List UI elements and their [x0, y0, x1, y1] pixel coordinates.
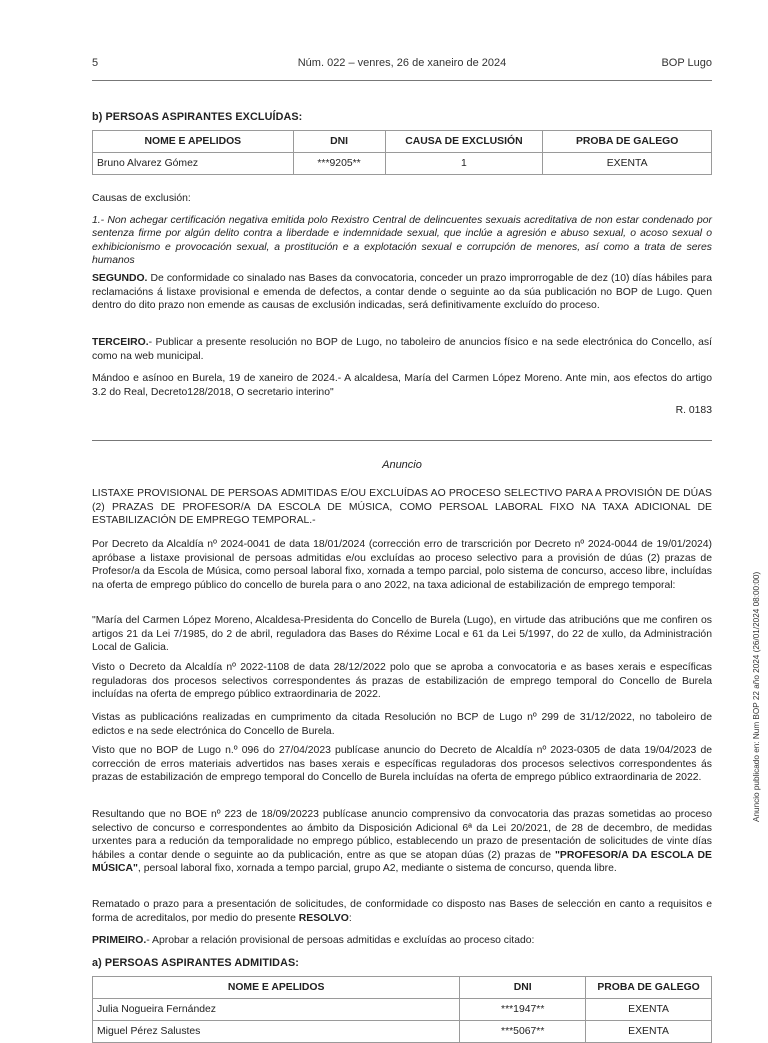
column-header: CAUSA DE EXCLUSIÓN	[385, 131, 543, 153]
table-cell: ***9205**	[293, 153, 385, 175]
segundo-paragraph	[92, 272, 712, 313]
table-header-row	[93, 977, 712, 999]
terceiro-paragraph	[92, 336, 712, 363]
admitted-heading-wrap	[92, 956, 712, 970]
page-header	[92, 56, 712, 70]
anuncio-paragraph-3: Visto o Decreto da Alcaldía nº 2022-1108 de data 28/12/2022 polo que se aproba a convocatoria e as bases xerais e específicas reguladoras dos procesos selectivos correspondentes ás prazas de estabilización de emprego temporal do Concello de Burela incluídas na oferta de emprego público extraordinaria de 2022.	[92, 662, 712, 701]
admitted-table	[92, 976, 712, 1043]
anuncio-p7-wrap	[92, 898, 712, 925]
anuncio-paragraph-5: Visto que no BOP de Lugo n.º 096 do 27/04/2023 publícase anuncio do Decreto de Alcaldía nº 2023-0305 de data 19/04/2023 de corrección de erros materiais advertidos nas bases xerais e específicas reguladoras dos procesos selectivos correspondentes ás prazas de estabilización de emprego temporal do Concello de Burela incluídas na oferta de emprego público extraordinaria de 2022.	[92, 745, 712, 784]
table-header-row	[93, 131, 712, 153]
terceiro-text: - Publicar a presente resolución no BOP de Lugo, no taboleiro de anuncios físico e na sede electrónica do Concello, así como na web municipal.	[92, 337, 712, 362]
anuncio-heading-wrap	[92, 487, 712, 528]
anuncio-p2-wrap	[92, 614, 712, 655]
anuncio-paragraph-7	[92, 898, 712, 925]
segundo-text: De conformidade co sinalado nas Bases da convocatoria, conceder un prazo improrrogable de dez (10) días hábiles para reclamacións á listaxe provisional e emenda de defectos, a contar dende o seguinte ao da súa publicación no BOP de Lugo. Quen dentro do dito prazo non emende as causas de exclusión indicadas, será definitivamente excluído do proceso.	[92, 273, 712, 312]
terceiro-label: TERCEIRO.	[92, 337, 149, 348]
table-cell: ***5067**	[460, 1021, 586, 1043]
table-cell: Miguel Pérez Salustes	[93, 1021, 460, 1043]
admitted-table-wrap	[92, 976, 712, 1043]
column-header: NOME E APELIDOS	[93, 977, 460, 999]
anuncio-paragraph-6	[92, 808, 712, 876]
anuncio-paragraph-1: Por Decreto da Alcaldía nº 2024-0041 de data 18/01/2024 (corrección erro de trarscrición por Decreto nº 2024-0044 de 19/01/2024) apróbase a listaxe provisional de persoas admitidas e/ou excluídas ao proceso selectivo para a provisión de dúas (2) prazas de Profesor/a da Escola de Música, como persoal laboral fixo, xornada a tempo parcial, polo sistema de concurso, acceso libre, incluídas na oferta de emprego público do concello de burela para o ano 2022, na taxa adicional de estabilización de emprego temporal:	[92, 539, 712, 591]
anuncio-paragraph-4: Vistas as publicacións realizadas en cumprimento da citada Resolución no BCP de Lugo nº 299 de 31/12/2022, no taboleiro de edictos e na sede electrónica do Concello de Burela.	[92, 712, 712, 737]
table-cell: EXENTA	[586, 999, 712, 1021]
reference-wrap	[92, 404, 712, 418]
table-cell: Bruno Alvarez Gómez	[93, 153, 294, 175]
anuncio-p5-wrap	[92, 744, 712, 785]
cause-1: 1.- Non achegar certificación negativa emitida polo Rexistro Central de delincuentes sexuais acreditativa de non estar condenado por sentenza firme por algún delito contra a liberdade e indemnidade sexual, que inclúe a agresión e abuso sexual, o acoso sexual o exhibicionismo e provocación sexual, a prostitución e a explotación sexual e corrupción de menores, así como a trata de seres humanos	[92, 214, 712, 267]
excluded-table	[92, 130, 712, 175]
closing-paragraph	[92, 372, 712, 399]
column-header: PROBA DE GALEGO	[586, 977, 712, 999]
table-cell: Julia Nogueira Fernández	[93, 999, 460, 1021]
p6-bold: "PROFESOR/A DA ESCOLA DE MÚSICA"	[92, 849, 712, 875]
admitted-heading: a) PERSOAS ASPIRANTES ADMITIDAS:	[92, 957, 299, 969]
anuncio-p4-wrap	[92, 711, 712, 738]
publication-name: BOP Lugo	[661, 57, 712, 69]
p7-bold: RESOLVO	[298, 912, 349, 924]
primeiro-text: - Aprobar a relación provisional de persoas admitidas e excluídas ao proceso citado:	[146, 935, 535, 946]
primeiro-label: PRIMEIRO.	[92, 935, 147, 946]
anuncio-p6-wrap	[92, 808, 712, 876]
issue-date: Núm. 022 – venres, 26 de xaneiro de 2024	[297, 57, 507, 69]
reference-number: R. 0183	[675, 405, 712, 416]
table-cell: 1	[385, 153, 543, 175]
page-number: 5	[92, 57, 99, 69]
anuncio-heading: LISTAXE PROVISIONAL DE PERSOAS ADMITIDAS E/OU EXCLUÍDAS AO PROCESO SELECTIVO PARA A PROVISIÓN DE DÚAS (2) PRAZAS DE PROFESOR/A DA ESCOLA DE MÚSICA, COMO PERSOAL LABORAL FIXO NA TAXA ADICIONAL DE ESTABILIZACIÓN DE EMPREGO TEMPORAL.-	[92, 488, 712, 527]
primeiro-wrap	[92, 934, 712, 948]
anuncio-paragraph-2: "María del Carmen López Moreno, Alcaldesa-Presidenta do Concello de Burela (Lugo), en virtude das atribucións que me confiren os artigos 21 da Lei 7/1985, do 2 de abril, reguladora das Bases do Réxime Local e 61 da Lei 5/1997, do 22 de xullo, da Administración Local de Galicia.	[92, 615, 712, 654]
p7-text-b: :	[348, 912, 352, 924]
column-header: NOME E APELIDOS	[93, 131, 294, 153]
anuncio-p1-wrap	[92, 538, 712, 592]
p7-text-a: Rematado o prazo para a presentación de solicitudes, de conformidade co disposto nas Bases de selección en canto a requisitos e forma de acreditalos, por medio do presente	[92, 899, 712, 924]
table-cell: EXENTA	[586, 1021, 712, 1043]
p6-text-a: Resultando que no BOE nº 223 de 18/09/20223 publícase anuncio comprensivo da convocatoria das prazas sometidas ao proceso selectivo de concurso e correspondentes ao ámbito da Disposición Adicional 6ª da Lei 20/2021, de 28 de decembro, de medidas urxentes para a redución da temporalidade no emprego público, establecendo un prazo de presentación de solicitudes de vinte días hábiles a contar dende o seguinte ao da publicación, entre as que se atopan dúas (2) prazas de	[92, 809, 712, 861]
column-header: PROBA DE GALEGO	[543, 131, 712, 153]
closing-text: Mándoo e asínoo en Burela, 19 de xaneiro de 2024.- A alcaldesa, María del Carmen López Moreno. Ante min, aos efectos do artigo 3.2 do Real, Decreto128/2018, O secretario interino"	[92, 373, 712, 398]
column-header: DNI	[293, 131, 385, 153]
section-divider	[92, 440, 712, 441]
table-row	[93, 999, 712, 1021]
excluded-heading: b) PERSOAS ASPIRANTES EXCLUÍDAS:	[92, 111, 303, 123]
anuncio-p3-wrap	[92, 661, 712, 702]
excluded-section	[92, 110, 712, 124]
header-divider	[92, 80, 712, 81]
excluded-table-wrap	[92, 130, 712, 175]
exclusion-causes	[92, 192, 712, 268]
column-header: DNI	[460, 977, 586, 999]
p6-text-b: , persoal laboral fixo, xornada a tempo parcial, grupo A2, mediante o sistema de concurso, quenda libre.	[137, 863, 617, 875]
anuncio-title: Anuncio	[382, 459, 422, 471]
table-cell: ***1947**	[460, 999, 586, 1021]
table-row	[93, 153, 712, 175]
table-cell: EXENTA	[543, 153, 712, 175]
publication-side-note: Anuncio publicado en: Num BOP 22 año 2024 (26/01/2024 08:00:00)	[752, 571, 761, 822]
segundo-label: SEGUNDO.	[92, 273, 148, 284]
causes-label: Causas de exclusión:	[92, 193, 191, 204]
